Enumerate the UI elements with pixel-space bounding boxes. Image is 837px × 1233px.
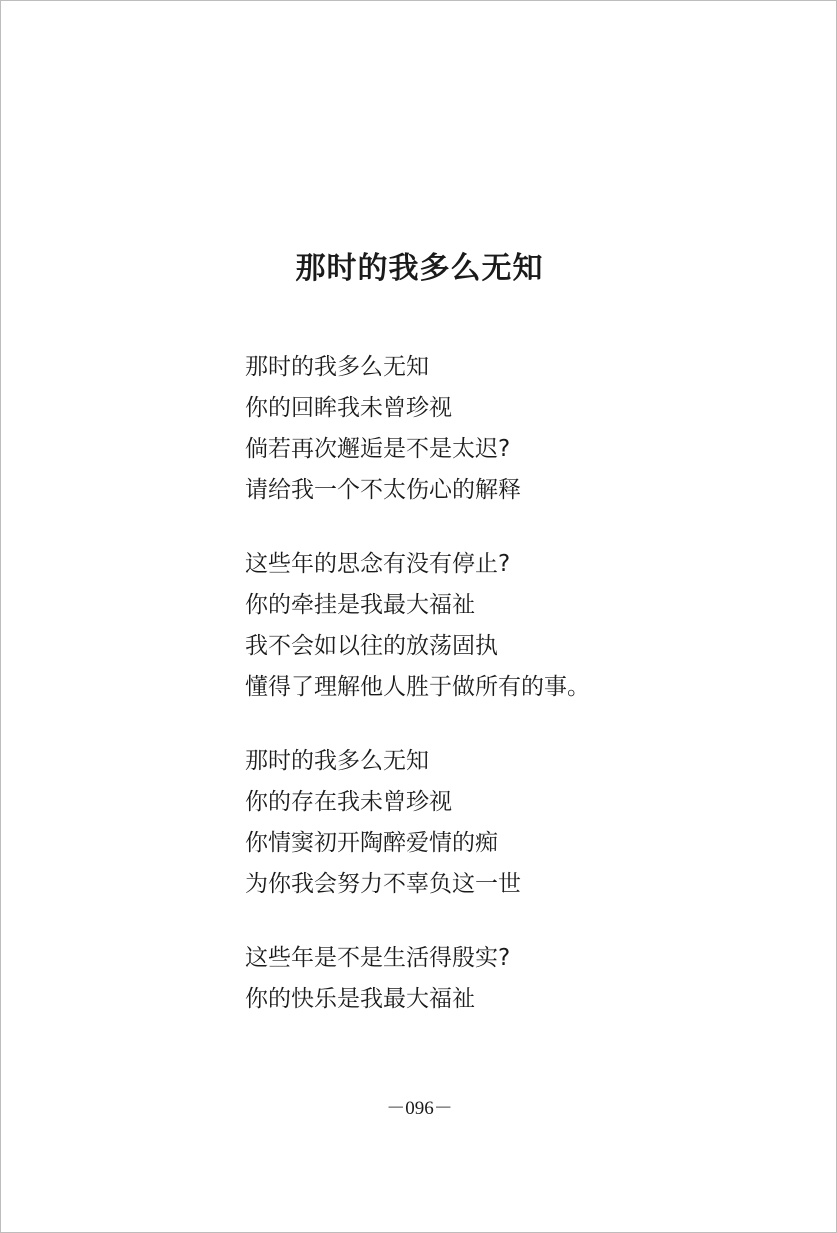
stanza-2 xyxy=(245,544,805,708)
poem-line: 你的存在我未曾珍视 xyxy=(245,789,452,815)
poem-line: 这些年是不是生活得殷实? xyxy=(245,945,511,971)
poem-line: 我不会如以往的放荡固执 xyxy=(245,633,498,659)
poem-line: 懂得了理解他人胜于做所有的事。 xyxy=(245,674,590,700)
poem-title: 那时的我多么无知 xyxy=(295,251,544,286)
poem-line: 这些年的思念有没有停止? xyxy=(245,551,511,577)
poem-line: 你情窦初开陶醉爱情的痴 xyxy=(245,830,498,856)
stanza-4 xyxy=(245,938,805,1020)
page-number: －096－ xyxy=(386,1098,453,1119)
stanza-1 xyxy=(245,347,805,511)
poem-line: 你的回眸我未曾珍视 xyxy=(245,395,452,421)
poem-line: 为你我会努力不辜负这一世 xyxy=(245,871,521,897)
poem-line: 你的快乐是我最大福祉 xyxy=(245,986,475,1012)
poem-line: 那时的我多么无知 xyxy=(245,748,429,774)
poem-line: 请给我一个不太伤心的解释 xyxy=(245,477,521,503)
poem-body xyxy=(245,347,805,1053)
poem-line: 你的牵挂是我最大福祉 xyxy=(245,592,475,618)
poem-line: 倘若再次邂逅是不是太迟? xyxy=(245,436,511,462)
stanza-3 xyxy=(245,741,805,905)
poem-line: 那时的我多么无知 xyxy=(245,354,429,380)
